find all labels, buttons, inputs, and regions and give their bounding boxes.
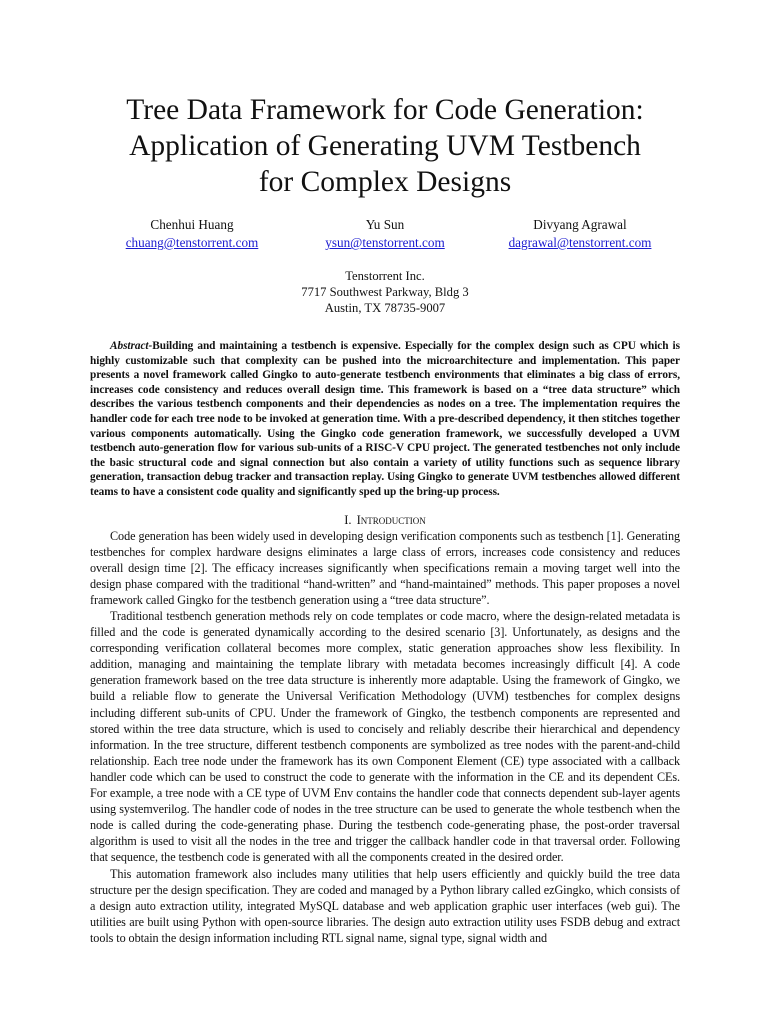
title-line-1: Tree Data Framework for Code Generation: [126,94,644,126]
body-paragraph-2: Traditional testbench generation methods rely on code templates or code macro, where the design-related metadata is filled and the code is generated dynamically according to the desired scenario [3]. Unfortunately, as designs and the corresponding verification collateral becomes more complex, static generation approaches show less flexibility. In addition, managing and maintaining the template library with metadata becomes increasingly difficult [4]. A code generation framework based on the tree data structure is inherently more adaptable. Using the framework of Gingko, we build a reliable flow to generate the Universal Verification Methodology (UVM) testbenches for complex designs including different sub-units of CPU. Under the framework of Gingko, the testbench components are represented and stored within the tree data structure, which is used to concisely and reliably describe their hierarchical and dependency information. In the tree structure, different testbench components are symbolized as tree nodes with the parent-and-child relationship. Each tree node under the framework has its own Component Element (CE) type associated with a callback handler code which can be used to construct the code to generate with the information in the CE and its dependent CEs. For example, a tree node with a CE type of UVM Env contains the handler code that connects dependent sub-layer agents using systemverilog. The handler code of nodes in the tree structure can be used to generate the whole testbench when the node is called during the code-generating phase. During the testbench code-generating phase, the post-order traversal algorithm is used to visit all the nodes in the tree and trigger the callback handler code in that traversal order. Following that sequence, the testbench code is generated with all the components created in the desired order. [90,609,680,865]
title-line-3: for Complex Designs [258,166,512,198]
affiliation [90,268,680,316]
abstract-lead: Abstract- [110,340,153,352]
author-name: Yu Sun [365,217,405,232]
section-title: Introduction [356,512,426,527]
author-1 [112,216,272,252]
body-paragraph-1: Code generation has been widely used in developing design verification components such as testbench [1]. Generating testbenches for complex hardware designs eliminates a large class of errors, increases code consistency and reduces overall design time [2]. The efficacy increases significantly when specifications remain a moving target well into the design phase compared with the traditional “hand-written” and “hand-maintained” methods. This paper proposes a novel framework called Gingko for the testbench generation using a “tree data structure”. [90,528,680,607]
author-email-link[interactable]: chuang@tenstorrent.com [125,235,259,250]
abstract [90,339,680,500]
affiliation-org: Tenstorrent Inc. [345,269,425,283]
author-block [90,216,680,256]
author-3 [490,216,670,252]
author-name: Divyang Agrawal [533,217,627,232]
author-2 [295,216,475,252]
affiliation-street: 7717 Southwest Parkway, Bldg 3 [301,285,469,299]
author-email-link[interactable]: ysun@tenstorrent.com [325,235,445,250]
paper-title [90,92,680,200]
abstract-text: Building and maintaining a testbench is expensive. Especially for the complex design such as CPU which is highly customizable such that complexity can be pushed into the microarchitecture and implementation. This paper presents a novel framework called Gingko to auto-generate testbench environments that eliminates a big class of errors, increases code consistency and reduces overall design time. This framework is based on a “tree data structure” which describes the various testbench components and their dependencies as nodes on a tree. The implementation requires the handler code for each tree node to be invoked at generation time. With a pre-described dependency, it then stitches together various components automatically. Using the Gingko code generation framework, we successfully developed a UVM testbench auto-generation flow for various sub-units of a RISC-V CPU project. The generated testbenches not only include the basic structural code and signal connection but also contain a variety of utility functions such as sequence library generation, transaction debug tracker and transaction replay. Using Gingko to generate UVM testbenches allowed different teams to have a consistent code quality and significantly sped up the bring-up process. [90,340,680,498]
author-email-link[interactable]: dagrawal@tenstorrent.com [508,235,652,250]
author-name: Chenhui Huang [150,217,234,232]
paper-page [90,0,680,1024]
section-heading [90,512,680,528]
affiliation-city: Austin, TX 78735-9007 [324,301,446,315]
section-number: I. [344,512,352,527]
body-paragraph-3: This automation framework also includes many utilities that help users efficiently and quickly build the tree data structure per the design specification. They are coded and managed by a Python library called ezGingko, which consists of a design auto extraction utility, integrated MySQL database and web application graphic user interfaces (web gui). The utilities are built using Python with open-source libraries. The design auto extraction utility uses FSDB debug and extract tools to obtain the design information including RTL signal name, signal type, signal width and [90,866,680,945]
title-line-2: Application of Generating UVM Testbench [129,130,641,162]
